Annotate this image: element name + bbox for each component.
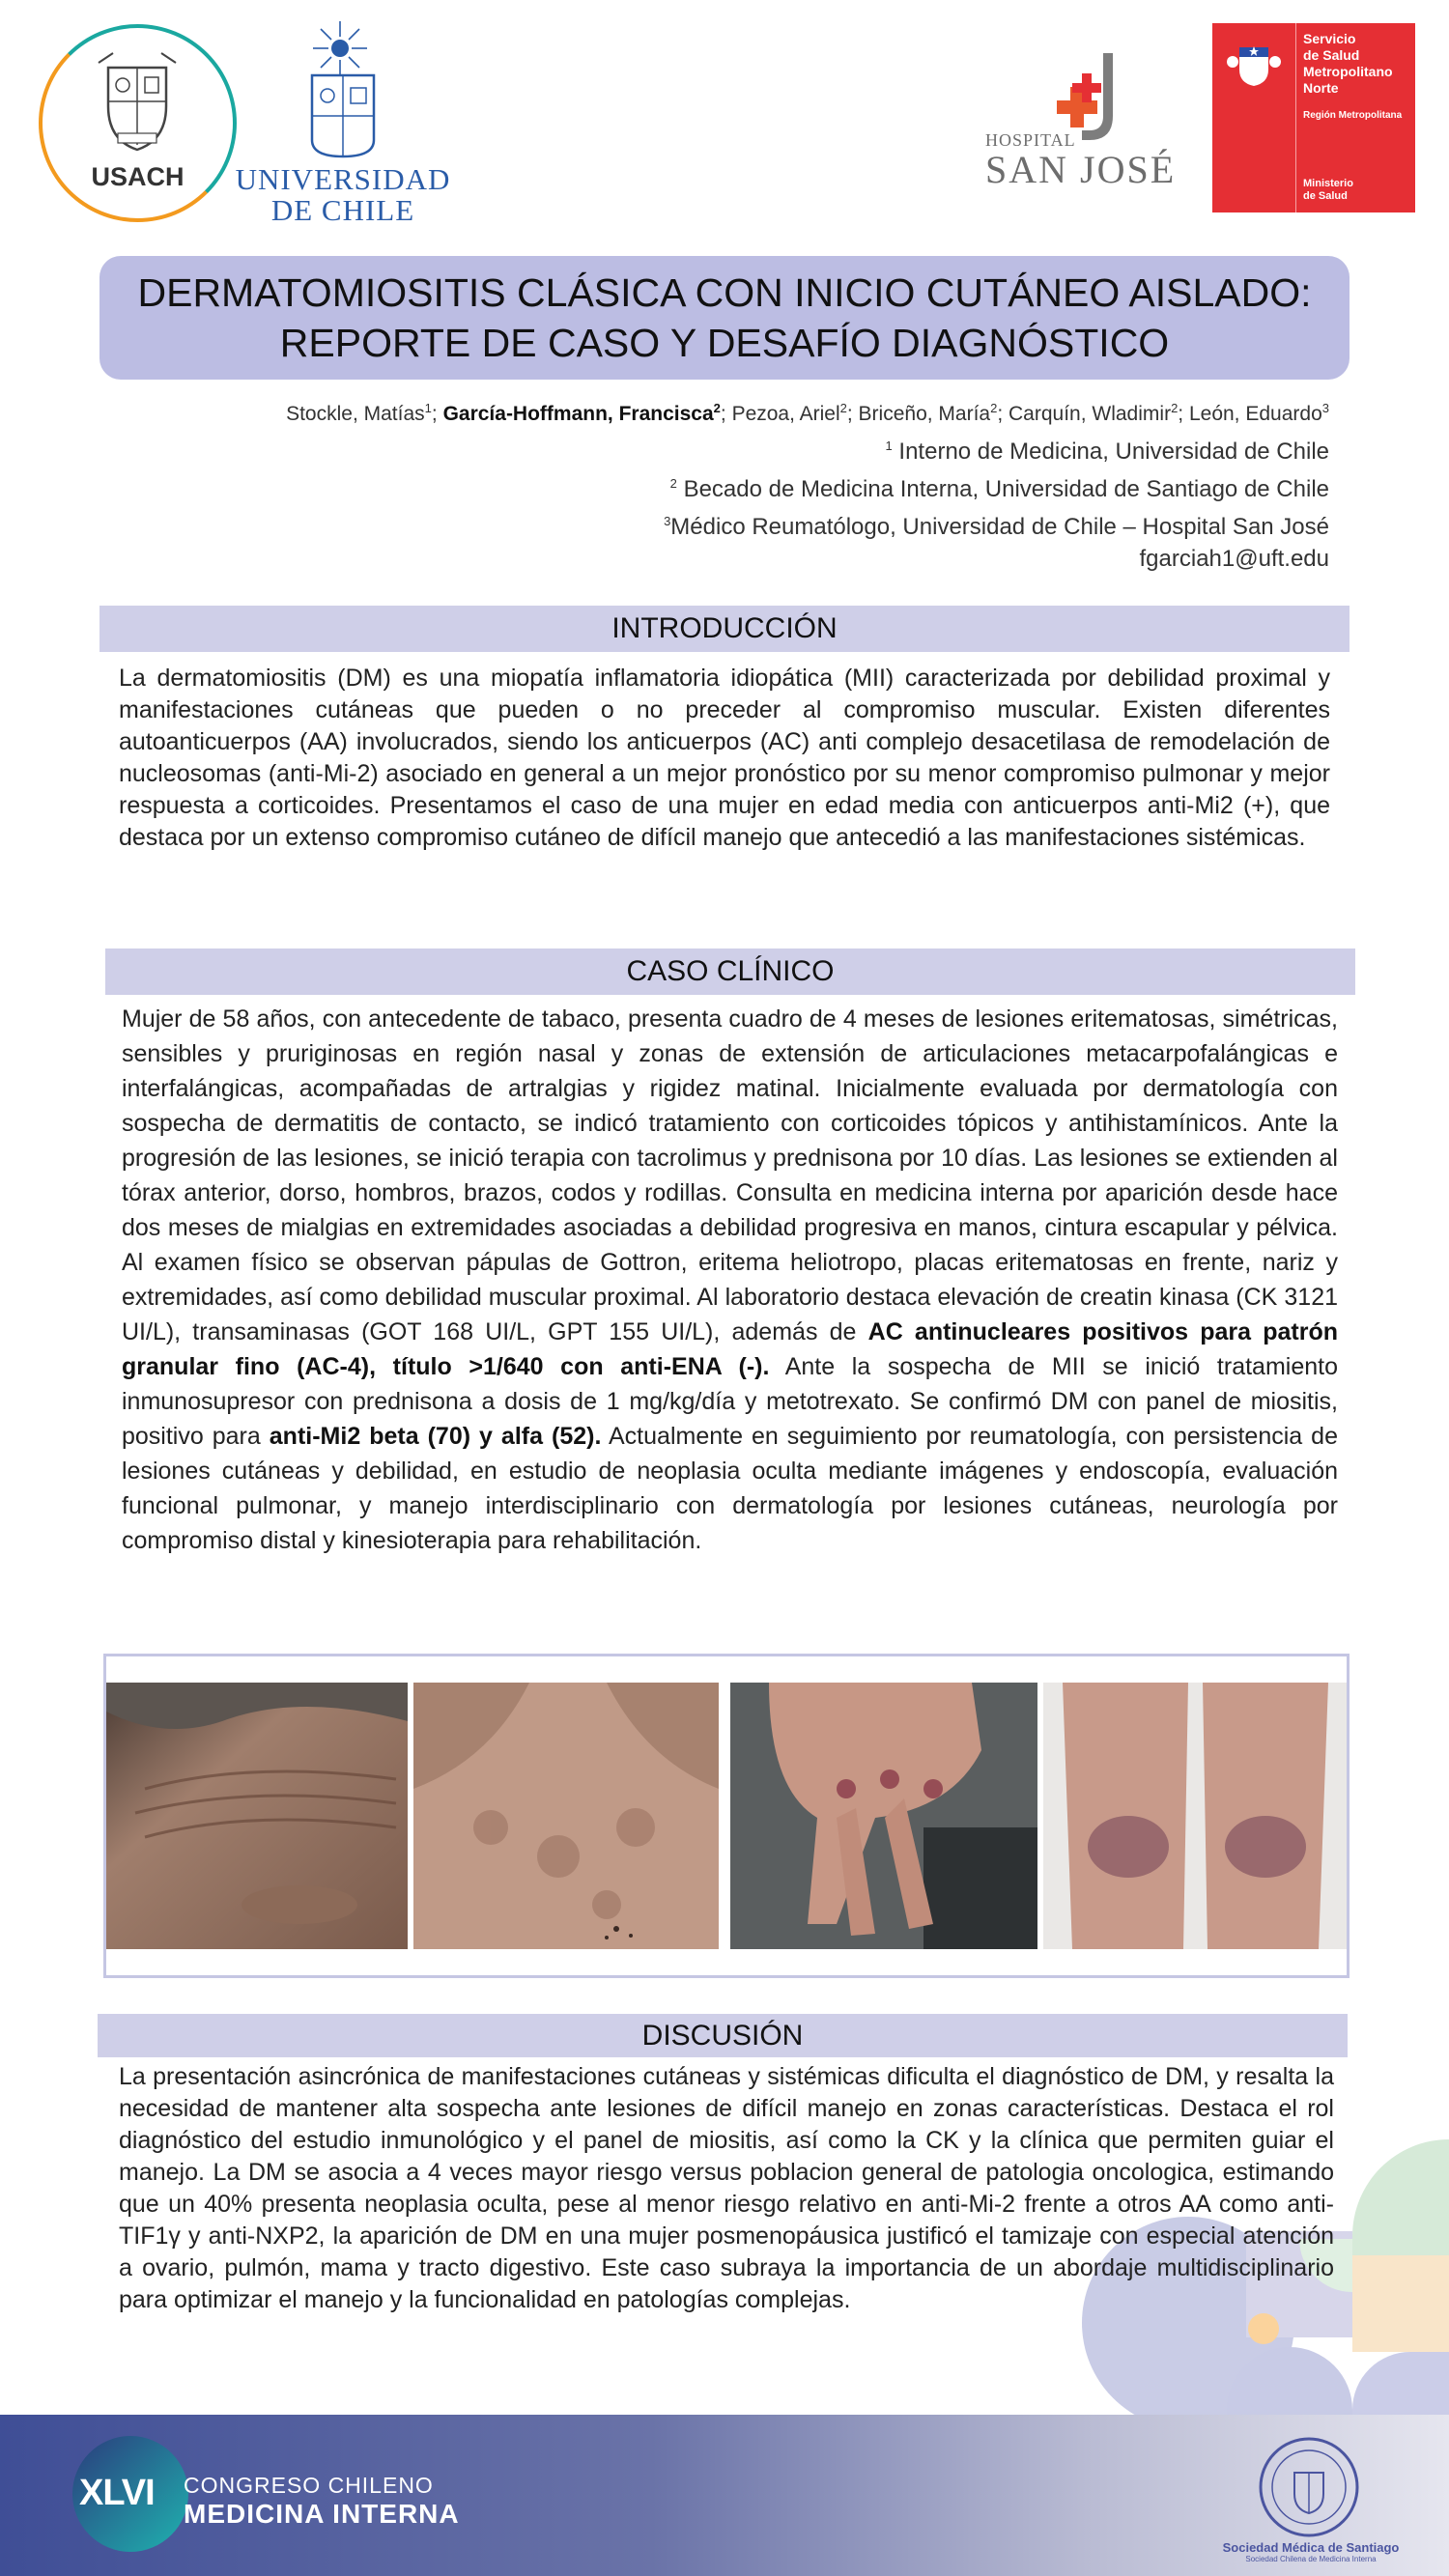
society-subline: Sociedad Chilena de Medicina Interna xyxy=(1245,2555,1377,2563)
author-sup: 3 xyxy=(1321,401,1329,415)
caso-bold2: anti-Mi2 beta (70) y alfa (52). xyxy=(269,1423,602,1450)
hospital-big-label: SAN JOSÉ xyxy=(985,148,1177,191)
usach-crest-icon xyxy=(89,48,185,155)
affiliation-sup: 3 xyxy=(664,514,671,528)
ssmn-ministry-line1: Ministerio xyxy=(1303,178,1353,189)
poster-title xyxy=(99,256,1350,380)
discusion-text: La presentación asincrónica de manifestaciones cutáneas y sistémicas dificulta el diagnóstico de DM, y resalta la necesidad de mantener alta sospecha ante lesiones de difícil manejo en zonas características. Destaca el rol diagnóstico del estudio inmunológico y el panel de miositis, así como la CK y la clínica que permiten guiar el manejo. La DM se asocia a 4 veces mayor riesgo versus poblacion general de patologia oncologica, estimando que un 40% presenta neoplasia oculta, pese al menor riesgo relativo en anti-Mi-2 frente a otros AA como anti-TIF1γ y anti-NXP2, la aparición de DM en una mujer posmenopáusica justificó el tamizaje con especial atención a ovario, pulmón, mama y tracto digestivo. Este caso subraya la importancia de un abordaje multidisciplinario para optimizar el manejo y la funcionalidad en patologías complejas. xyxy=(119,2063,1334,2313)
author-name: García-Hoffmann, Francisca$^2$ xyxy=(442,401,721,425)
title-text xyxy=(137,268,1311,368)
congress-badge-text: XLVI xyxy=(79,2473,155,2513)
deco-quarter xyxy=(1352,2352,1449,2415)
author-sup: 1 xyxy=(424,401,432,415)
email[interactable]: fgarciah1@uft.edu xyxy=(1139,546,1329,572)
chile-crest-icon xyxy=(1225,33,1283,91)
title-line1: DERMATOMIOSITIS CLÁSICA CON INICIO CUTÁNEO AISLADO: xyxy=(137,270,1312,315)
ssmn-region: Región Metropolitana xyxy=(1303,110,1403,121)
uchile-logo-text xyxy=(232,164,454,226)
affiliation xyxy=(97,467,1329,505)
affiliation-text: Interno de Medicina, Universidad de Chile xyxy=(892,439,1329,465)
usach-label: USACH xyxy=(91,162,185,191)
ssmn-line: Norte xyxy=(1303,80,1339,96)
author-name: Pezoa, Ariel$^2$ xyxy=(731,401,847,425)
author-sup: 2 xyxy=(713,401,721,415)
author-name: Briceño, María$^2$ xyxy=(858,401,998,425)
ssmn-line: Servicio xyxy=(1303,31,1356,46)
author-sup: 2 xyxy=(990,401,998,415)
congress-line1: CONGRESO CHILENO xyxy=(184,2473,434,2498)
ssmn-logo xyxy=(1212,23,1415,212)
author-list: Stockle, Matías$^1$; García-Hoffmann, Francisca$^2$; Pezoa, Ariel$^2$; Briceño, María$^2$; Carquín, Wladimir$^2$; León, Eduardo$^3$ xyxy=(286,401,1329,425)
uchile-line2: DE CHILE xyxy=(270,193,415,227)
affiliation-sup: 2 xyxy=(669,476,677,491)
introduccion-heading: INTRODUCCIÓN xyxy=(99,606,1350,652)
author-sup: 2 xyxy=(1171,401,1179,415)
affiliation-text: Médico Reumatólogo, Universidad de Chile – Hospital San José xyxy=(670,514,1329,540)
caso-bold1: AC antinucleares positivos para patrón granular fino (AC-4), título >1/640 con anti-ENA (-). xyxy=(122,1318,1338,1380)
photo-forehead xyxy=(106,1683,408,1949)
photo-knees xyxy=(1043,1683,1347,1949)
caso-part1: Mujer de 58 años, con antecedente de tabaco, presenta cuadro de 4 meses de lesiones eritematosas, simétricas, sensibles y pruriginosas en región nasal y zonas de extensión de articulaciones metacarpofalángicas e interfalángicas, acompañadas de artralgias y rigidez matinal. Inicialmente evaluada por dermatología con sospecha de dermatitis de contacto, se indicó tratamiento con corticoides tópicos y antihistamínicos. Ante la progresión de las lesiones, se inició terapia con tacrolimus y prednisona por 10 días. Las lesiones se extienden al tórax anterior, dorso, hombros, brazos, codos y rodillas. Consulta en medicina interna por aparición desde hace dos meses de mialgias en extremidades asociadas a debilidad progresiva en manos, cintura escapular y pélvica. Al examen físico se observan pápulas de Gottron, eritema heliotropo, placas eritematosas en frente, nariz y extremidades, así como debilidad muscular proximal. Al laboratorio destaca elevación de creatin kinasa (CK 3121 UI/L), transaminasas (GOT 168 UI/L, GPT 155 UI/L), además de xyxy=(122,1005,1338,1345)
affiliation xyxy=(97,505,1329,543)
ssmn-line: Metropolitano xyxy=(1303,64,1393,79)
uchile-sun-icon xyxy=(311,19,369,77)
deco-square xyxy=(1352,2255,1449,2352)
discusion-heading: DISCUSIÓN xyxy=(98,2014,1348,2057)
deco-quarter xyxy=(1352,2139,1449,2255)
hospital-small-label: HOSPITAL xyxy=(985,130,1076,150)
society-seal-icon xyxy=(1256,2434,1362,2540)
uchile-shield-icon xyxy=(309,72,377,159)
author-name: Stockle, Matías$^1$ xyxy=(286,401,432,425)
caso-part2: Ante la sospecha de MII se inició tratamiento inmunosupresor con prednisona a dosis de 1 mg/kg/día y metotrexato. Se confirmó DM con panel de miositis, positivo para xyxy=(122,1353,1338,1450)
affiliation xyxy=(97,430,1329,467)
society-name xyxy=(1219,2540,1403,2563)
author-name: León, Eduardo$^3$ xyxy=(1188,401,1329,425)
chest-photo-image xyxy=(413,1683,719,1949)
deco-dot xyxy=(1248,2313,1279,2344)
author-sup: 2 xyxy=(839,401,847,415)
photo-chest xyxy=(413,1683,719,1949)
title-line2: REPORTE DE CASO Y DESAFÍO DIAGNÓSTICO xyxy=(279,321,1170,365)
ssmn-line: de Salud xyxy=(1303,47,1360,63)
affiliation-sup: 1 xyxy=(885,439,893,453)
congress-name xyxy=(184,2473,460,2530)
ssmn-left-panel xyxy=(1212,23,1296,212)
ssmn-ministry xyxy=(1303,178,1409,203)
congress-line2: MEDICINA INTERNA xyxy=(184,2499,460,2529)
uchile-line1: UNIVERSIDAD xyxy=(235,162,451,196)
ssmn-title xyxy=(1303,31,1409,97)
caso-heading: CASO CLÍNICO xyxy=(105,948,1355,995)
caso-part3: Actualmente en seguimiento por reumatología, con persistencia de lesiones cutáneas y debilidad, en estudio de neoplasia oculta mediante imágenes y endoscopía, evaluación funcional pulmonar, y manejo interdisciplinario con dermatología por lesiones cutáneas, neurología por compromiso distal y kinesioterapia para rehabilitación. xyxy=(122,1423,1338,1554)
affiliation-text: Becado de Medicina Interna, Universidad de Santiago de Chile xyxy=(676,476,1329,502)
authors-block xyxy=(97,392,1329,575)
caso-text xyxy=(122,1002,1338,1558)
author-name: Carquín, Wladimir$^2$ xyxy=(1009,401,1179,425)
hospital-san-jose-logo xyxy=(985,130,1179,189)
introduccion-text: La dermatomiositis (DM) es una miopatía inflamatoria idiopática (MII) caracterizada por debilidad proximal y manifestaciones cutáneas que pueden o no preceder al compromiso muscular. Existen diferentes autoanticuerpos (AA) involucrados, siendo los anticuerpos (AC) anti complejo desacetilasa de remodelación de nucleosomas (anti-Mi-2) asociado en general a un mejor pronóstico por su menor compromiso pulmonar y mejor respuesta a corticoides. Presentamos el caso de una mujer en edad media con anticuerpos anti-Mi2 (+), que destaca por un extenso compromiso cutáneo de difícil manejo que antecedió a las manifestaciones sistémicas. xyxy=(119,665,1330,851)
knees-photo-image xyxy=(1043,1683,1347,1949)
photo-hand xyxy=(730,1683,1037,1949)
ssmn-ministry-line2: de Salud xyxy=(1303,190,1348,202)
forehead-photo-image xyxy=(106,1683,408,1949)
hand-photo-image xyxy=(730,1683,1037,1949)
society-line: Sociedad Médica de Santiago xyxy=(1222,2540,1400,2555)
